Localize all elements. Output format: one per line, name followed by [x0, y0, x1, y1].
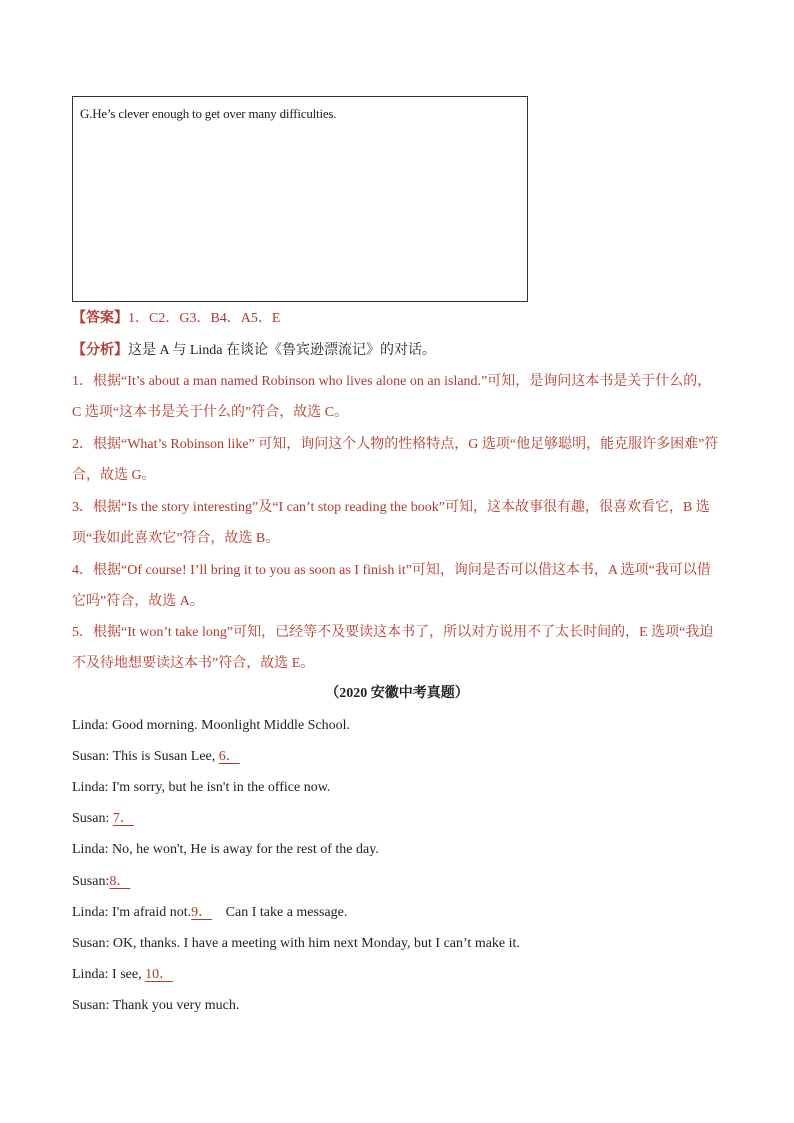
dialog-text: Linda: Good morning. Moonlight Middle School. — [72, 718, 351, 733]
dialog-line-9 — [72, 965, 183, 985]
blank-8: 8． — [109, 874, 131, 889]
explanation-4-line1: 4．根据“Of course! I’ll bring it to you as soon as I finish it”可知，询问是否可以借这本书，A 选项“我可以借 — [72, 563, 711, 578]
explanation-1-line1: 1．根据“It’s about a man named Robinson who lives alone on an island.”可知，是询问这本书是关于什么的， — [72, 374, 712, 389]
explanation-2-line1: 2．根据“What’s Robinson like” 可知，询问这个人物的性格特点，G 选项“他足够聪明，能克服许多困难”符 — [72, 437, 719, 452]
analysis-label: 【分析】 — [72, 343, 128, 358]
explanation-2-line2: 合，故选 G。 — [72, 468, 156, 483]
option-box — [72, 96, 528, 302]
dialog-line-6 — [72, 872, 140, 892]
analysis-line — [72, 341, 436, 361]
answer-text: 1．C2．G3．B4．A5．E — [128, 311, 281, 326]
dialog-text: Susan: Thank you very much. — [72, 998, 240, 1013]
blank-6: 6． — [218, 749, 240, 764]
answer-line — [72, 309, 280, 329]
blank-10: 10． — [145, 967, 174, 982]
dialog-line-7 — [72, 903, 347, 923]
dialog-text: Susan: — [72, 874, 110, 889]
explanation-5-line1: 5．根据“It won’t take long”可知，已经等不及要读这本书了，所以对方说用不了太长时间的，E 选项“我迫 — [72, 625, 714, 640]
option-g-text: G.He’s clever enough to get over many difficulties. — [80, 106, 337, 121]
explanation-1-line2: C 选项“这本书是关于什么的”符合，故选 C。 — [72, 405, 349, 420]
dialog-text-after: Can I take a message. — [222, 905, 348, 920]
dialog-text: Susan: OK, thanks. I have a meeting with him next Monday, but I can’t make it. — [72, 936, 520, 951]
dialog-line-5 — [72, 840, 379, 860]
answer-label: 【答案】 — [72, 311, 128, 326]
explanation-3-line2: 项“我如此喜欢它”符合，故选 B。 — [72, 531, 280, 546]
dialog-text: Susan: — [72, 811, 113, 826]
dialog-line-3 — [72, 778, 330, 798]
analysis-text: 这是 A 与 Linda 在谈论《鲁宾逊漂流记》的对话。 — [128, 343, 436, 358]
dialog-text: Linda: No, he won't, He is away for the rest of the day. — [72, 842, 379, 857]
blank-9: 9． — [191, 905, 213, 920]
dialog-line-10 — [72, 996, 239, 1016]
blank-7: 7． — [112, 811, 134, 826]
explanation-5-line2: 不及待地想要读这本书”符合，故选 E。 — [72, 656, 315, 671]
dialog-text: Linda: I'm sorry, but he isn't in the office now. — [72, 780, 331, 795]
dialog-line-1 — [72, 716, 350, 736]
section-title: （2020 安徽中考真题） — [325, 686, 469, 701]
dialog-text: Linda: I'm afraid not. — [72, 905, 192, 920]
dialog-line-8 — [72, 934, 520, 954]
dialog-text: Susan: This is Susan Lee, — [72, 749, 219, 764]
dialog-line-2 — [72, 747, 250, 767]
explanation-3-line1: 3．根据“Is the story interesting”及“I can’t stop reading the book”可知，这本故事很有趣，很喜欢看它，B 选 — [72, 500, 710, 515]
dialog-text: Linda: I see, — [72, 967, 146, 982]
explanation-4-line2: 它吗”符合，故选 A。 — [72, 594, 204, 609]
dialog-line-4 — [72, 809, 144, 829]
